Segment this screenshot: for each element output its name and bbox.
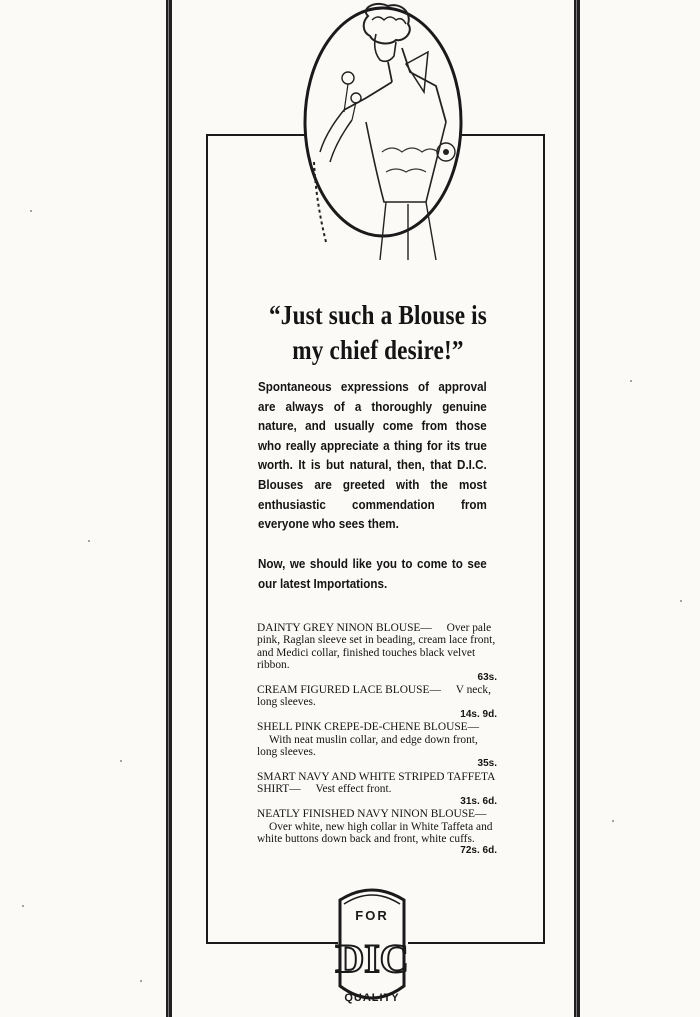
frame-bottom-left-rule	[206, 942, 338, 944]
frame-bottom-right-rule	[408, 942, 543, 944]
woman-illustration	[296, 2, 466, 260]
item-description: With neat muslin collar, and edge down front, long sleeves.	[257, 733, 478, 759]
headline-line-1: “Just such a Blouse is	[269, 300, 487, 330]
headline	[249, 298, 507, 368]
item-description: Over pale pink, Raglan sleeve set in beading, cream lace front, and Medici collar, finished touches black velvet ribbon.	[257, 622, 496, 672]
item-name: SHELL PINK CREPE-DE-CHENE BLOUSE—	[257, 721, 480, 734]
item-price: 35s.	[477, 758, 497, 770]
intro-paragraph-2: Now, we should like you to come to see our latest Importations.	[258, 557, 487, 591]
badge-monogram: DIC	[335, 936, 409, 981]
badge-bottom-text: QUALITY	[344, 992, 400, 1004]
item-price: 14s. 9d.	[460, 708, 497, 720]
item-name: NEATLY FINISHED NAVY NINON BLOUSE—	[257, 808, 487, 821]
list-item	[257, 721, 497, 771]
dic-quality-badge	[332, 886, 412, 1016]
frame-top-right-rule	[462, 134, 543, 136]
list-item	[257, 622, 497, 684]
item-description: Vest effect front.	[315, 783, 392, 796]
right-column-rule	[574, 0, 580, 1017]
intro-paragraph-1: Spontaneous expressions of approval are always of a thoroughly genuine nature, and usually come from those who really appreciate a thing for its true worth. It is but natural, then, that D.I.C. Blouses are greeted with the most enthusiastic commendation from everyone who sees them.	[258, 380, 487, 532]
item-price: 63s.	[477, 671, 497, 683]
item-description: V neck, long sleeves.	[257, 684, 491, 709]
item-name: CREAM FIGURED LACE BLOUSE—	[257, 684, 441, 697]
item-price: 31s. 6d.	[460, 795, 497, 807]
item-price: 72s. 6d.	[460, 845, 497, 857]
blouse-item-list	[257, 622, 497, 858]
left-column-rule	[166, 0, 172, 1017]
badge-top-text: FOR	[355, 908, 389, 923]
item-name: SMART NAVY AND WHITE STRIPED TAFFETA SHIRT—	[257, 770, 495, 796]
list-item	[257, 808, 497, 858]
frame-top-left-rule	[206, 134, 306, 136]
item-name: DAINTY GREY NINON BLOUSE—	[257, 622, 432, 634]
headline-line-2: my chief desire!”	[292, 335, 464, 365]
list-item	[257, 684, 497, 721]
item-description: Over white, new high collar in White Taffeta and white buttons down back and front, white cuffs.	[257, 820, 493, 845]
list-item	[257, 771, 497, 808]
